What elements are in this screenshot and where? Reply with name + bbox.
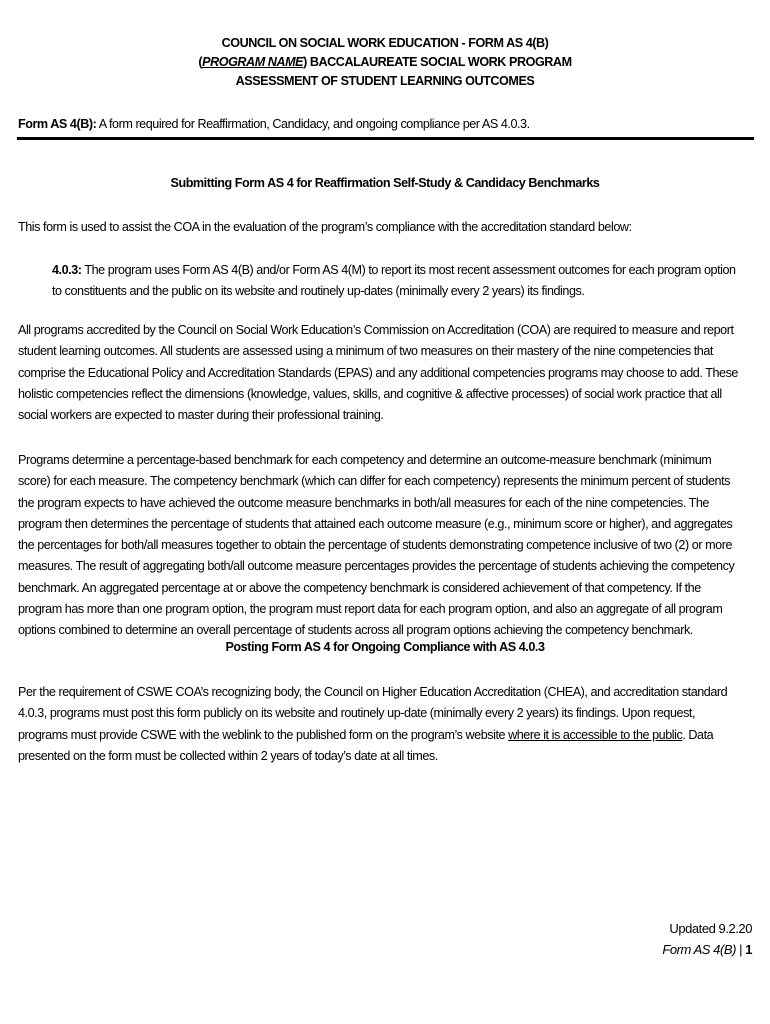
standard-text: The program uses Form AS 4(B) and/or Form AS 4(M) to report its most recent assessment outcomes for each program option to constituents and the public on its website and routinely up-dates (minimally every 2 years) its findings. [52, 263, 736, 299]
posting-text-after: . Data presented on the form must be collected within 2 years of today’s date at all times. [18, 727, 714, 763]
header-paren-close: ) [303, 55, 307, 69]
footer-updated: Updated 9.2.20 [669, 921, 752, 936]
standard-paragraph [52, 260, 742, 303]
posting-text-before: Per the requirement of CSWE COA’s recognizing body, the Council on Higher Education Accreditation (CHEA), and accreditation standard 4.0.3, programs must post this form publicly on its website and routinely up-date (minimally every 2 years) its findings. Upon request, programs must provide CSWE with the weblink to the published form on the program’s website [18, 685, 728, 742]
document-header [0, 34, 770, 91]
form-description-text: A form required for Reaffirmation, Candidacy, and ongoing compliance per AS 4.0.3. [96, 117, 530, 131]
header-paren-open: ( [198, 55, 203, 69]
intro-paragraph: This form is used to assist the COA in the evaluation of the program’s compliance with the accreditation standard below: [18, 220, 632, 234]
header-program-line [0, 53, 770, 72]
paragraph-accreditation: All programs accredited by the Council on Social Work Education’s Commission on Accreditation (COA) are required to measure and report student learning outcomes. All students are assessed using a minimum of two measures on their mastery of the nine competencies that comprise the Educational Policy and Accreditation Standards (EPAS) and any additional competencies programs may choose to add. These holistic competencies reflect the dimensions (knowledge, values, skills, and cognitive & affective processes) of social work practice that all social workers are expected to master during their professional training. [18, 323, 738, 423]
page-number: 1 [745, 942, 752, 957]
section-title-submitting: Submitting Form AS 4 for Reaffirmation Self-Study & Candidacy Benchmarks [170, 176, 600, 190]
form-label: Form AS 4(B): [18, 117, 97, 131]
form-description [18, 117, 530, 131]
header-program-type: BACCALAUREATE SOCIAL WORK PROGRAM [306, 55, 572, 69]
section-title-posting: Posting Form AS 4 for Ongoing Compliance with AS 4.0.3 [225, 640, 545, 654]
footer-form-ref: Form AS 4(B) [662, 942, 736, 957]
header-divider [17, 137, 754, 140]
standard-label: 4.0.3: [52, 263, 82, 277]
program-name-placeholder: PROGRAM NAME [202, 55, 304, 69]
header-title: COUNCIL ON SOCIAL WORK EDUCATION - FORM AS 4(B) [221, 36, 549, 50]
paragraph-benchmarks: Programs determine a percentage-based benchmark for each competency and determine an outcome-measure benchmark (minimum score) for each measure. The competency benchmark (which can differ for each competency) represents the minimum percent of students the program expects to have achieved the outcome measure benchmarks in both/all measures for each of the nine competencies. The program then determines the percentage of students that attained each outcome measure (e.g., minimum score or higher), and aggregates the percentages for both/all measures together to obtain the percentage of students demonstrating competence inclusive of two (2) or more measures. The result of aggregating both/all outcome measure percentages provides the percentage of students achieving the competency benchmark. An aggregated percentage at or above the competency benchmark is considered achievement of that competency. If the program has more than one program option, the program must report data for each program option, and also an aggregate of all program options combined to determine an overall percentage of students across all program options achieving the competency benchmark. [18, 453, 735, 638]
posting-text-underlined: where it is accessible to the public [508, 727, 683, 742]
page-footer [662, 918, 752, 960]
footer-separator: | [735, 942, 746, 957]
header-subtitle: ASSESSMENT OF STUDENT LEARNING OUTCOMES [235, 74, 535, 88]
paragraph-posting [18, 682, 738, 767]
footer-form-ref-line [662, 939, 752, 960]
